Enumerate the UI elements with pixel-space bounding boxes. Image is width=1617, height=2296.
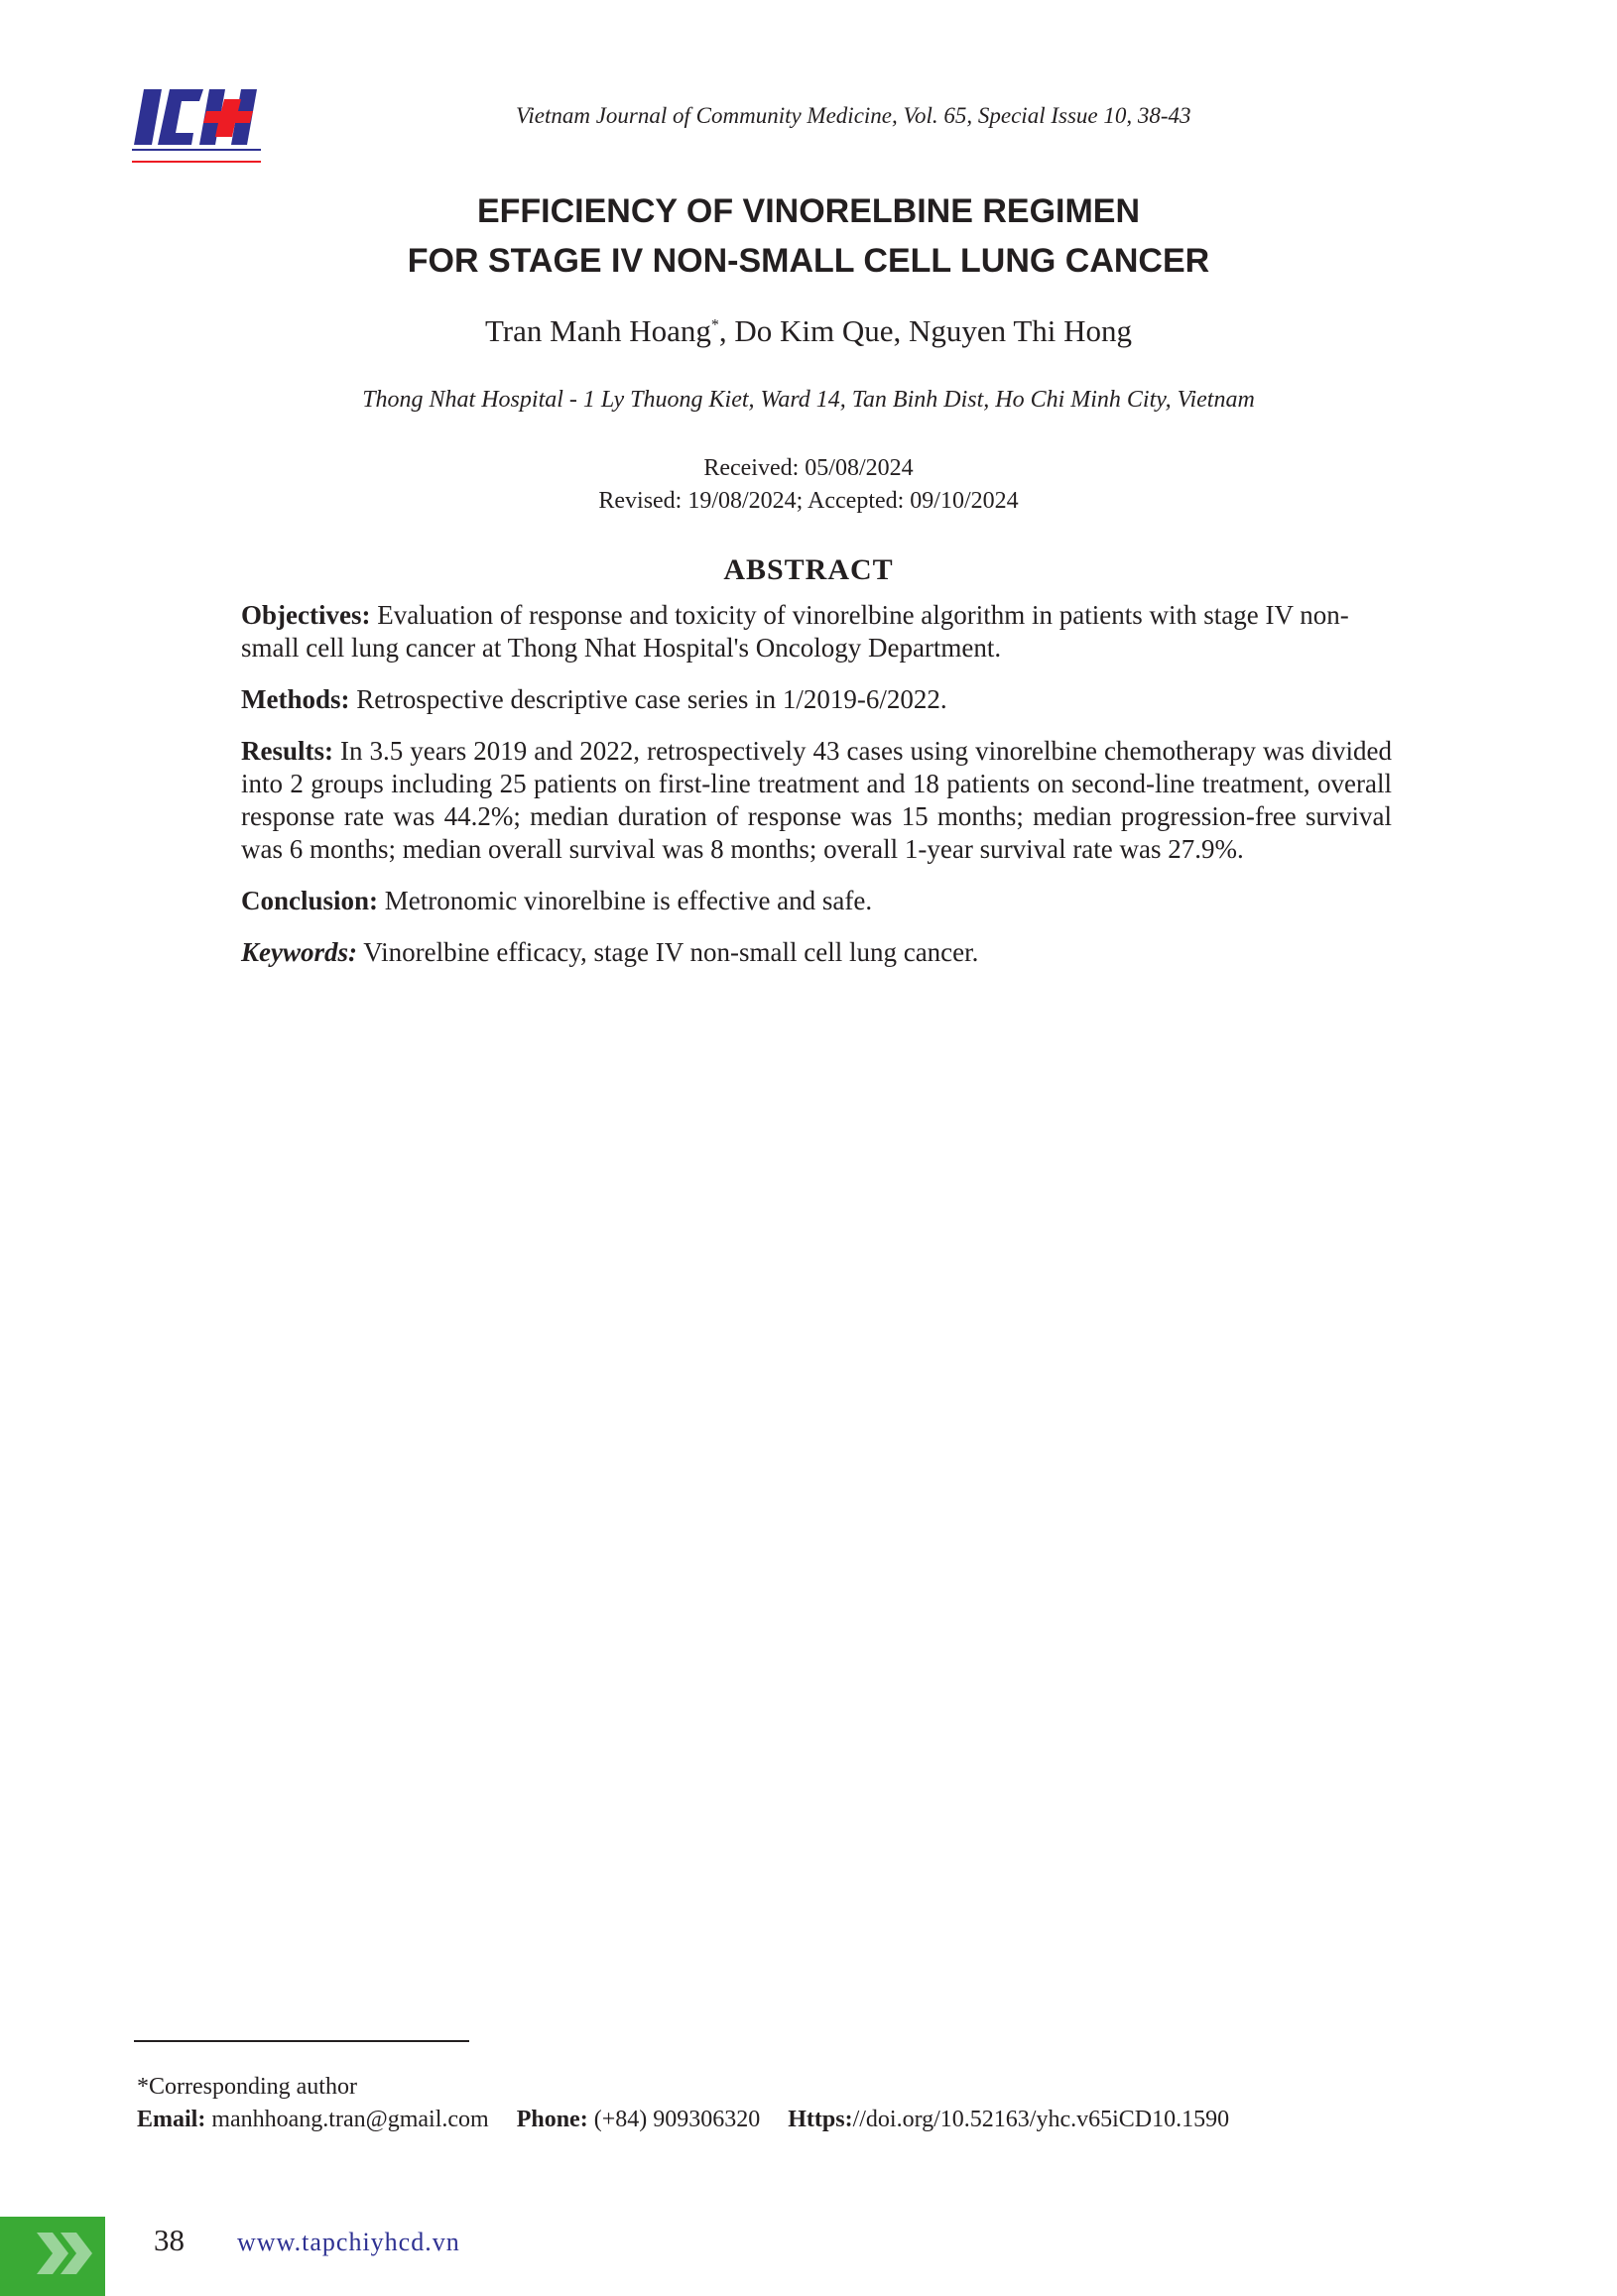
ich-logo (132, 87, 265, 165)
revised-accepted-date: Revised: 19/08/2024; Accepted: 09/10/2024 (598, 488, 1019, 514)
results-label: Results: (241, 736, 333, 766)
keywords-text: Vinorelbine efficacy, stage IV non-small cell lung cancer. (357, 937, 979, 967)
email-link[interactable]: manhhoang.tran@gmail.com (205, 2107, 489, 2132)
abstract-conclusion (241, 885, 1392, 917)
footnote-divider (134, 2040, 469, 2042)
objectives-text: Evaluation of response and toxicity of vinorelbine algorithm in patients with stage IV non-small cell lung cancer at Thong Nhat Hospital's Oncology Department. (241, 600, 1349, 663)
page-number: 38 (154, 2223, 185, 2257)
corresponding-mark: * (710, 316, 719, 334)
abstract-methods (241, 683, 1392, 716)
doi-link[interactable]: //doi.org/10.52163/yhc.v65iCD10.1590 (852, 2107, 1230, 2132)
title-line-1: EFFICIENCY OF VINORELBINE REGIMEN (476, 192, 1141, 230)
phone-value: (+84) 909306320 (587, 2107, 761, 2132)
journal-citation: Vietnam Journal of Community Medicine, Vol. 65, Special Issue 10, 38-43 (516, 103, 1191, 128)
abstract-keywords (241, 936, 1392, 969)
footer-accent-block (0, 2217, 105, 2296)
doi-label: Https: (788, 2107, 853, 2132)
results-text: In 3.5 years 2019 and 2022, retrospectively 43 cases using vinorelbine chemotherapy was divided into 2 groups including 25 patients on first-line treatment and 18 patients on second-line treatment, overall response rate was 44.2%; median duration of response was 15 months; median progression-free survival was 6 months; median overall survival was 8 months; overall 1-year survival rate was 27.9%. (241, 736, 1392, 864)
conclusion-text: Metronomic vinorelbine is effective and safe. (378, 886, 873, 915)
authors-rest: , Do Kim Que, Nguyen Thi Hong (718, 313, 1133, 348)
ich-logo-mark (132, 87, 265, 165)
footnote (137, 2071, 1427, 2136)
objectives-label: Objectives: (241, 600, 371, 630)
abstract-body (241, 599, 1392, 988)
methods-text: Retrospective descriptive case series in 1/2019-6/2022. (349, 684, 947, 714)
submission-dates (0, 452, 1617, 518)
keywords-label: Keywords: (241, 937, 357, 967)
received-date: Received: 05/08/2024 (703, 455, 914, 481)
article-title (0, 186, 1617, 286)
journal-website-link[interactable]: www.tapchiyhcd.vn (237, 2228, 460, 2256)
abstract-results (241, 735, 1392, 866)
author-1: Tran Manh Hoang (484, 313, 711, 348)
abstract-heading: ABSTRACT (723, 553, 894, 586)
contact-line (137, 2104, 1427, 2136)
methods-label: Methods: (241, 684, 350, 714)
title-line-2: FOR STAGE IV NON-SMALL CELL LUNG CANCER (407, 242, 1210, 280)
affiliation: Thong Nhat Hospital - 1 Ly Thuong Kiet, Ward 14, Tan Binh Dist, Ho Chi Minh City, Vietnam (362, 387, 1255, 413)
abstract-objectives (241, 599, 1392, 665)
author-list (0, 313, 1617, 349)
conclusion-label: Conclusion: (241, 886, 379, 915)
email-label: Email: (137, 2107, 206, 2132)
double-chevron-right-icon (35, 2229, 100, 2278)
corresponding-author-note: *Corresponding author (137, 2074, 357, 2100)
phone-label: Phone: (516, 2107, 588, 2132)
